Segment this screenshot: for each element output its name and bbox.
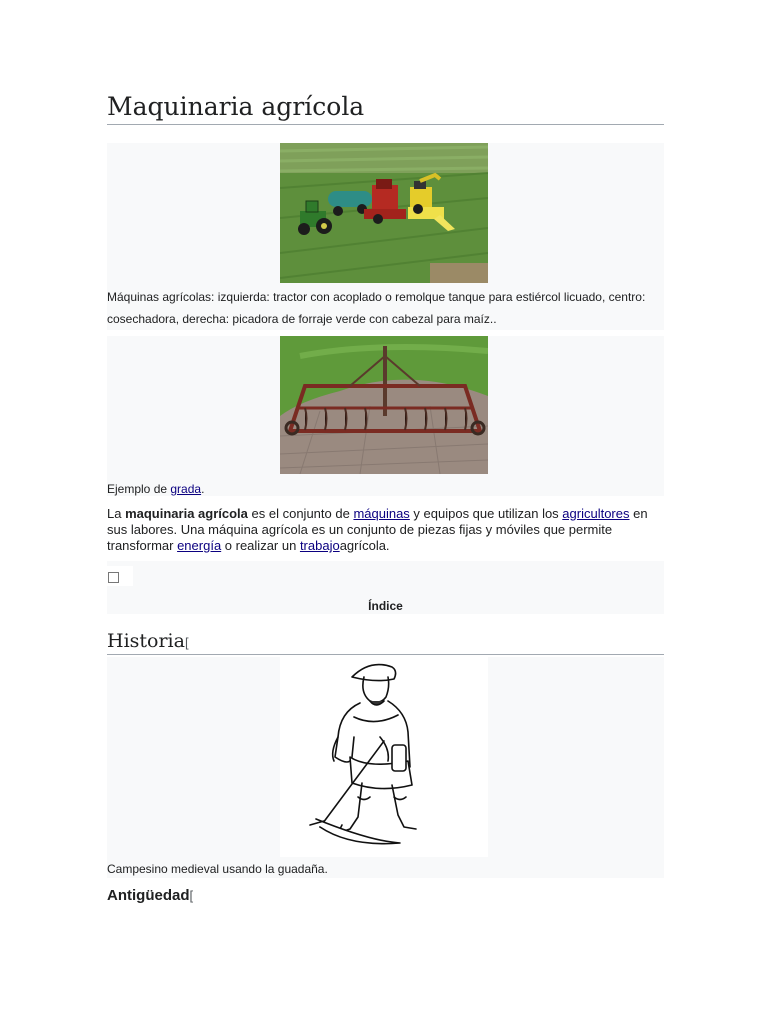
- figure-caption: Máquinas agrícolas: izquierda: tractor con acoplado o remolque tanque para estiércol licuado, centro: cosechadora, derecha: picadora de forraje verde con cabezal para maíz..: [107, 290, 646, 326]
- link-agricultores[interactable]: agricultores: [562, 506, 630, 521]
- edit-section-link[interactable]: [: [189, 888, 194, 903]
- heading-text: Antigüedad: [107, 887, 190, 904]
- peasant-drawing[interactable]: [280, 657, 488, 857]
- intro-text: es el conjunto de: [247, 506, 354, 521]
- intro-paragraph: [107, 506, 664, 554]
- link-maquinas[interactable]: máquinas: [353, 506, 410, 521]
- intro-bold-term: maquinaria agrícola: [125, 506, 248, 521]
- figure-harrow: [107, 336, 664, 496]
- figure-peasant: [107, 657, 664, 878]
- intro-text: agrícola.: [339, 538, 390, 553]
- toc-title: Índice: [368, 599, 403, 613]
- heading-text: Historia: [107, 630, 185, 652]
- page-title: Maquinaria agrícola: [107, 90, 664, 125]
- link-grada[interactable]: grada: [170, 482, 202, 496]
- checkbox-icon[interactable]: [108, 572, 119, 583]
- figure-caption: Campesino medieval usando la guadaña.: [107, 862, 328, 876]
- link-energia[interactable]: energía: [177, 538, 222, 553]
- intro-text: y equipos que utilizan los: [409, 506, 563, 521]
- caption-suffix: .: [201, 482, 205, 496]
- section-heading-historia: [107, 628, 664, 655]
- harrow-photo[interactable]: [280, 336, 488, 474]
- figure-caption: [107, 478, 664, 500]
- section-heading-antiguedad: [107, 886, 193, 906]
- intro-text: o realizar un: [221, 538, 300, 553]
- table-of-contents: [107, 561, 664, 614]
- intro-text: en sus labores. Una máquina agrícola es un conjunto de piezas fijas y móviles que permite transformar: [107, 506, 648, 553]
- toc-toggle[interactable]: [107, 566, 133, 586]
- intro-text: La: [107, 506, 126, 521]
- figure-machinery: [107, 143, 664, 330]
- edit-section-link[interactable]: [: [184, 635, 189, 650]
- machinery-photo[interactable]: [280, 143, 488, 283]
- caption-text: Ejemplo de: [107, 482, 171, 496]
- link-trabajo[interactable]: trabajo: [299, 538, 340, 553]
